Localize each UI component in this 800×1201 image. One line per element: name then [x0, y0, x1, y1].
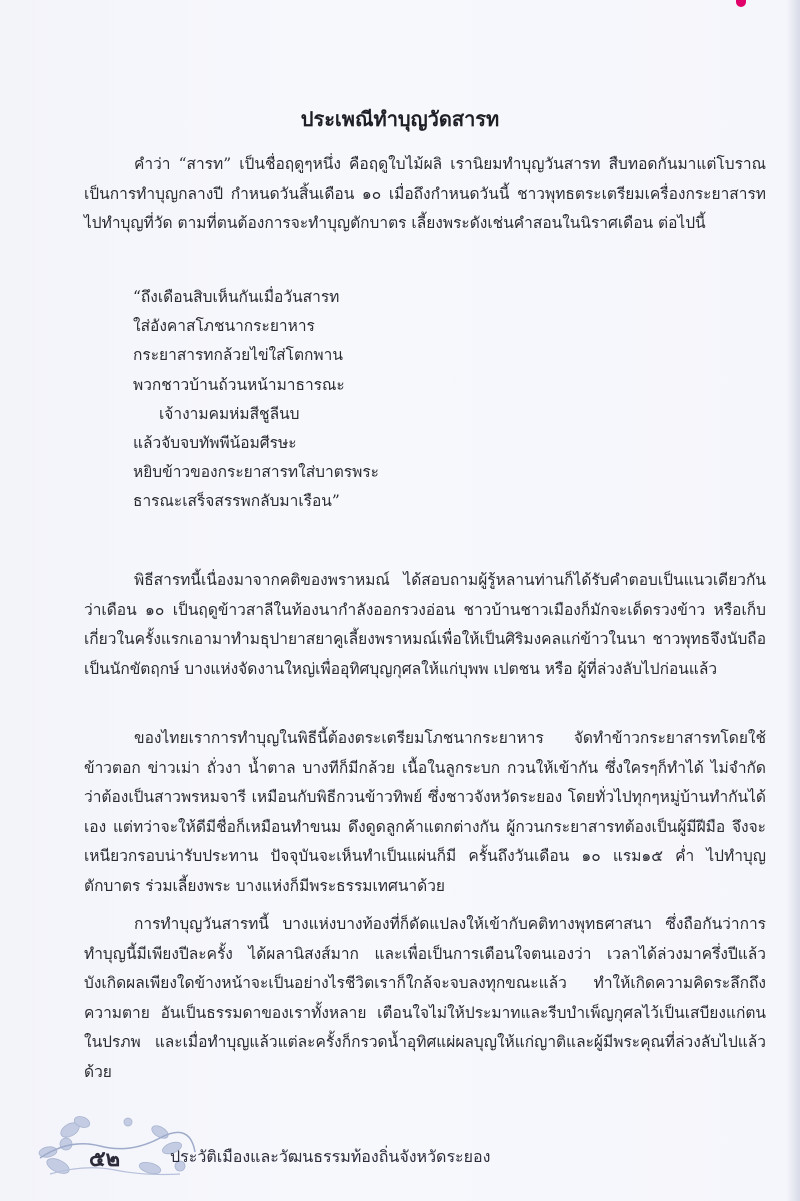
- page-title: ประเพณีทำบุญวัดสารท: [300, 107, 500, 131]
- verse-line: กระยาสารทกล้วยไข่ใส่โตกพาน: [133, 346, 343, 365]
- verse-line: ธารณะเสร็จสรรพกลับมาเรือน”: [133, 492, 340, 511]
- page-footer: [30, 1108, 550, 1188]
- paragraph-brahmin-origin: [84, 566, 766, 684]
- verse-line: “ถึงเดือนสิบเห็นกันเมื่อวันสารท: [133, 288, 340, 306]
- paragraph-text: การทำบุญวันสารทนี้ บางแห่งบางท้องที่ก็ดัดแปลงให้เข้ากับคติทางพุทธศาสนา ซึ่งถือกันว่าการทำบุญนี้มีเพียงปีละครั้ง ได้ผลานิสงส์มาก และเพื่อเป็นการเตือนใจตนเองว่า เวลาได้ล่วงมาครึ่งปีแล้ว บังเกิดผลเพียงใดข้างหน้าจะเป็นอย่างไรชีวิตเราก็ใกล้จะจบลงทุกขณะแล้ว ทำให้เกิดความคิดระลึกถึงความตาย อันเป็นธรรมดาของเราทั้งหลาย เตือนใจไม่ให้ประมาทและรีบบำเพ็ญกุศลไว้เป็นเสบียงแก่ตนในปรภพ และเมื่อทำบุญแล้วแต่ละครั้งก็กรวดน้ำอุทิศแผ่ผลบุญให้แก่ญาติและผู้มีพระคุณที่ล่วงลับไปแล้วด้วย: [84, 915, 766, 1081]
- book-title: ประวัติเมืองและวัฒนธรรมท้องถิ่นจังหวัดระยอง: [170, 1147, 491, 1166]
- verse-line: หยิบข้าวของกระยาสารทใส่บาตรพระ: [133, 463, 379, 482]
- corner-mark: [736, 0, 746, 7]
- verse-line: พวกชาวบ้านถ้วนหน้ามาธารณะ: [133, 375, 345, 394]
- intro-paragraph: [84, 150, 766, 239]
- poem-verse: [133, 283, 533, 517]
- page-edge-shadow: [786, 0, 800, 1201]
- page-number: ๕๒: [89, 1146, 121, 1172]
- verse-line: เจ้างามคมห่มสีชูลีนบ: [159, 404, 300, 423]
- paragraph-text: พิธีสารทนี้เนื่องมาจากคติของพราหมณ์ ได้สอบถามผู้รู้หลานท่านก็ได้รับคำตอบเป็นแนวเดียวกัน ว่าเดือน ๑๐ เป็นฤดูข้าวสาลีในท้องนากำลังออกรวงอ่อน ชาวบ้านชาวเมืองก็มักจะเด็ดรวงข้าว หรือเก็บเกี่ยวในครั้งแรกเอามาทำมธุปายาสยาคูเลี้ยงพราหมณ์เพื่อให้เป็นศิริมงคลแก่ข้าวในนา ชาวพุทธจึงนับถือเป็นนักขัตฤกษ์ บางแห่งจัดงานใหญ่เพื่ออุทิศบุญกุศลให้แก่บุพพ เปตชน หรือ ผู้ที่ล่วงลับไปก่อนแล้ว: [84, 571, 766, 678]
- paragraph-text: ของไทยเราการทำบุญในพิธีนี้ต้องตระเตรียมโภชนากระยาหาร จัดทำข้าวกระยาสารทโดยใช้ข้าวตอก ข่าวเม่า ถั่วงา น้ำตาล บางทีก็มีกล้วย เนื้อในลูกระบก กวนให้เข้ากัน ซึ่งใครๆก็ทำได้ ไม่จำกัดว่าต้องเป็นสาวพรหมจารี เหมือนกับพิธีกวนข้าวทิพย์ ซึ่งชาวจังหวัดระยอง โดยทั่วไปทุกๆหมู่บ้านทำกันได้เอง แต่ทว่าจะให้ดีมีชื่อก็เหมือนทำขนม ดึงดูดลูกค้าแตกต่างกัน ผู้กวนกระยาสารทต้องเป็นผู้มีฝีมือ จึงจะเหนียวกรอบน่ารับประทาน ปัจจุบันจะเห็นทำเป็นแผ่นก็มี ครั้นถึงวันเดือน ๑๐ แรม๑๕ ค่ำ ไปทำบุญตักบาตร ร่วมเลี้ยงพระ บางแห่งก็มีพระธรรมเทศนาด้วย: [84, 729, 766, 895]
- verse-line: ใส่อังคาสโภชนากระยาหาร: [133, 317, 315, 336]
- paragraph-buddhist-meaning: [84, 910, 766, 1087]
- paragraph-preparation: [84, 724, 766, 901]
- intro-text: คำว่า “สารท” เป็นชื่อฤดูๆหนึ่ง คือฤดูใบไม้ผลิ เรานิยมทำบุญวันสารท สืบทอดกันมาแต่โบราณ เป็นการทำบุญกลางปี กำหนดวันสิ้นเดือน ๑๐ เมื่อถึงกำหนดวันนี้ ชาวพุทธตระเตรียมเครื่องกระยาสารท ไปทำบุญที่วัด ตามที่ตนต้องการจะทำบุญตักบาตร เลี้ยงพระดังเช่นคำสอนในนิราศเดือน ต่อไปนี้: [84, 155, 766, 232]
- verse-line: แล้วจับจบทัพพีน้อมศีรษะ: [133, 434, 297, 453]
